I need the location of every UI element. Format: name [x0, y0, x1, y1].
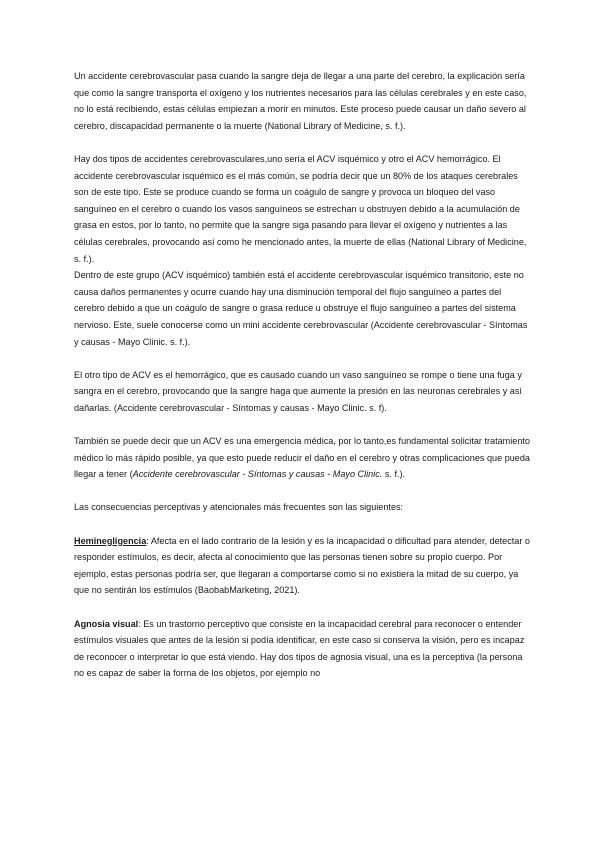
- paragraph-medical-emergency: [74, 433, 530, 483]
- visual-agnosia-description: : Es un trastorno perceptivo que consiste en la incapacidad cerebral para reconocer o entender estímulos visuales que antes de la lesión si podía identificar, en este caso si conserva la visión, pero es incapaz de reconocer o interpretar lo que está viendo. Hay dos tipos de agnosia visual, una es la perceptiva (la persona no es capaz de saber la forma de los objetos, por ejemplo no: [74, 618, 525, 679]
- term-visual-agnosia: Agnosia visual: [74, 618, 139, 629]
- paragraph-gap: [74, 483, 530, 500]
- term-heminegligence: Heminegligencia: [74, 535, 147, 546]
- emergency-text: También se puede decir que un ACV es una emergencia médica, por lo tanto,es fundamental solicitar tratamiento médico lo más rápido posible, ya que esto puede reducir el daño en el cerebro y otras complicaciones que pueda llegar a tener (: [74, 436, 530, 480]
- paragraph-gap: [74, 350, 530, 367]
- paragraph-gap: [74, 516, 530, 533]
- heminegligence-description: : Afecta en el lado contrario de la lesión y es la incapacidad o dificultad para atender, detectar o responder estímulos, es decir, afecta al conocimiento que las personas tienen sobre su propio cuerpo. Por ejemplo, estas personas podría ser, que llegaran a comportarse como si no existiera la mitad de su cuerpo, ya que no sentirán los estímulos (BaobabMarketing, 2021).: [74, 535, 530, 596]
- paragraph-gap: [74, 599, 530, 616]
- paragraph-consequences-intro: Las consecuencias perceptivas y atencionales más frecuentes son las siguientes:: [74, 502, 404, 513]
- emergency-citation-italic: Accidente cerebrovascular - Síntomas y causas - Mayo Clinic.: [132, 469, 383, 480]
- paragraph-gap: [74, 134, 530, 151]
- paragraph-transient-ischemic: Dentro de este grupo (ACV isquémico) también está el accidente cerebrovascular isquémico transitorio, este no causa daños permanentes y ocurre cuando hay una disminución temporal del flujo sanguíneo a partes del cerebro debido a que un coágulo de sangre o grasa reduce u obstruye el flujo sanguíneo a partes del sistema nervioso. Este, suele conocerse como un mini accidente cerebrovascular (Accidente cerebrovascular - Síntomas y causas - Mayo Clinic. s. f.).: [74, 270, 528, 347]
- paragraph-hemorrhagic: El otro tipo de ACV es el hemorrágico, que es causado cuando un vaso sanguíneo se rompe o tiene una fuga y sangra en el cerebro, provocando que la sangre haga que aumente la presión en las neuronas cerebrales y así dañarlas. (Accidente cerebrovascular - Síntomas y causas - Mayo Clinic. s. f).: [74, 369, 522, 413]
- document-body: [74, 68, 530, 682]
- paragraph-gap: [74, 416, 530, 433]
- emergency-citation-end: s. f.).: [382, 469, 406, 480]
- paragraph-stroke-definition: Un accidente cerebrovascular pasa cuando la sangre deja de llegar a una parte del cerebro, la explicación sería que como la sangre transporta el oxígeno y los nutrientes necesarios para las células cerebrales y en este caso, no lo está recibiendo, estas células empiezan a morir en minutos. Este proceso puede causar un daño severo al cerebro, discapacidad permanente o la muerte (National Library of Medicine, s. f.).: [74, 71, 527, 131]
- paragraph-visual-agnosia: [74, 616, 530, 682]
- paragraph-stroke-types: Hay dos tipos de accidentes cerebrovasculares,uno sería el ACV isquémico y otro el ACV hemorrágico. El accidente cerebrovascular isquémico es el más común, se podría decir que un 80% de los ataques cerebrales son de este tipo. Este se produce cuando se forma un coágulo de sangre y provoca un bloqueo del vaso sanguíneo en el cerebro o cuando los vasos sanguíneos se estrechan u obstruyen debido a la acumulación de grasa en estos, por lo tanto, no permite que la sangre siga pasando para llevar el oxígeno y nutrientes a las células cerebrales, provocando así como he mencionado antes, la muerte de ellas (National Library of Medicine, s. f.).: [74, 153, 527, 264]
- paragraph-heminegligence: [74, 533, 530, 599]
